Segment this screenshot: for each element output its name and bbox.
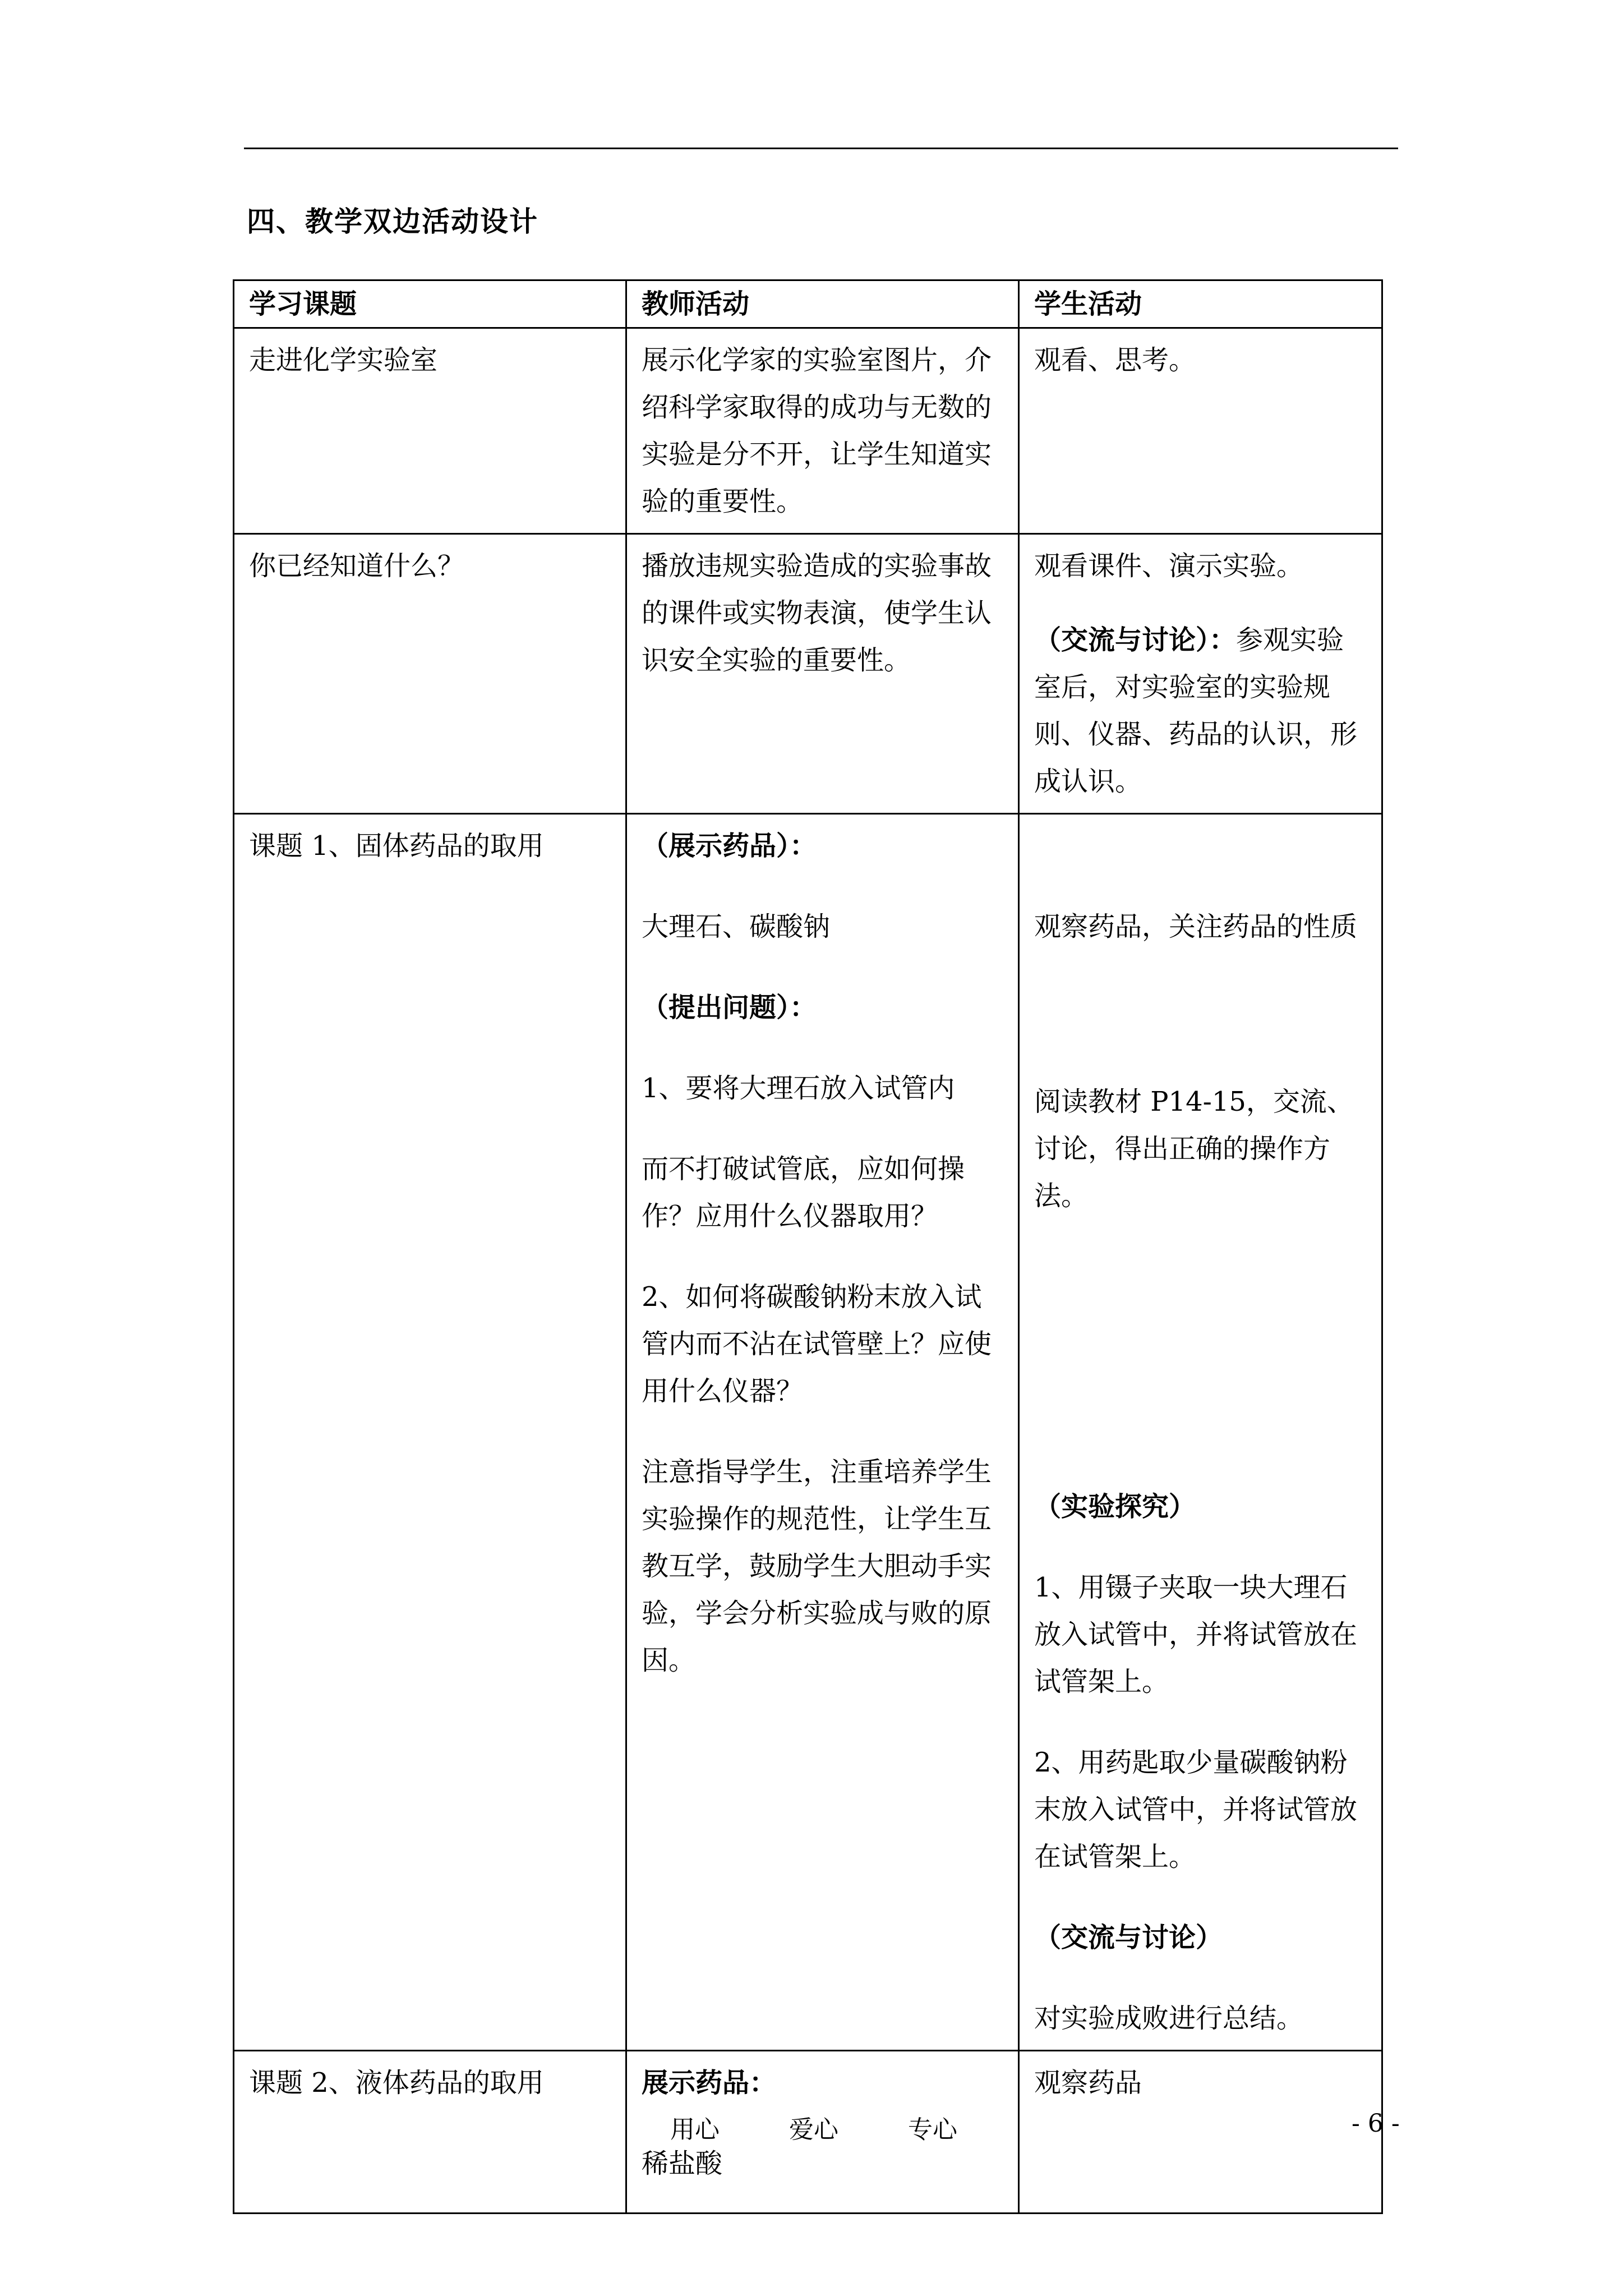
student-cell — [1019, 2051, 1382, 2214]
student-cell — [1019, 328, 1382, 534]
table-header-row — [234, 280, 1382, 328]
header-topic: 学习课题 — [234, 280, 626, 328]
student-text: 观看、思考。 — [1034, 344, 1196, 376]
teacher-text: 播放违规实验造成的实验事故的课件或实物表演，使学生认识安全实验的重要性。 — [642, 550, 992, 676]
footer-word: 爱心 — [789, 2115, 838, 2144]
teacher-text: 大理石、碳酸钠 — [642, 911, 831, 942]
teacher-cell — [626, 814, 1019, 2051]
student-heading: （实验探究） — [1034, 1491, 1196, 1522]
teacher-text: 稀盐酸 — [642, 2148, 723, 2179]
teacher-heading: （提出问题）： — [642, 992, 817, 1023]
topic-cell: 课题 1、固体药品的取用 — [234, 814, 626, 2051]
student-text: 对实验成败进行总结。 — [1034, 2003, 1304, 2034]
teacher-text: 注意指导学生，注重培养学生实验操作的规范性，让学生互教互学，鼓励学生大胆动手实验，学会分析实验成与败的原因。 — [642, 1456, 992, 1676]
student-heading: （交流与讨论） — [1034, 1922, 1223, 1953]
topic-cell: 课题 2、液体药品的取用 — [234, 2051, 626, 2214]
student-text: 2、用药匙取少量碳酸钠粉末放入试管中，并将试管放在试管架上。 — [1034, 1747, 1358, 1872]
teacher-text: 2、如何将碳酸钠粉末放入试管内而不沾在试管壁上？应使用什么仪器？ — [642, 1281, 992, 1407]
student-cell — [1019, 814, 1382, 2051]
student-text: 1、用镊子夹取一块大理石放入试管中，并将试管放在试管架上。 — [1034, 1572, 1358, 1697]
table-row — [234, 534, 1382, 814]
student-cell — [1019, 534, 1382, 814]
footer-word: 用心 — [670, 2115, 720, 2144]
header-teacher: 教师活动 — [626, 280, 1019, 328]
student-text: 阅读教材 P14-15，交流、讨论，得出正确的操作方法。 — [1034, 1086, 1354, 1212]
topic-cell: 你已经知道什么？ — [234, 534, 626, 814]
student-text: 观察药品 — [1034, 2067, 1142, 2099]
discussion-label: （交流与讨论）： — [1034, 624, 1237, 656]
teacher-cell — [626, 534, 1019, 814]
discussion-text: 参观实验室后，对实验室的实验规则、仪器、药品的认识，形成认识。 — [1034, 624, 1358, 797]
teacher-heading: （展示药品）： — [642, 830, 817, 862]
teacher-heading: 展示药品： — [642, 2067, 777, 2099]
teacher-text: 1、要将大理石放入试管内 — [642, 1073, 955, 1104]
section-title: 四、教学双边活动设计 — [247, 205, 538, 238]
teacher-text: 而不打破试管底，应如何操作？应用什么仪器取用？ — [642, 1153, 965, 1232]
student-text: 观察药品，关注药品的性质 — [1034, 911, 1358, 942]
activity-table — [233, 279, 1383, 2214]
page-number: - 6 - — [1352, 2109, 1400, 2138]
header-student: 学生活动 — [1019, 280, 1382, 328]
table-row — [234, 814, 1382, 2051]
table-row — [234, 328, 1382, 534]
student-text: 观看课件、演示实验。 — [1034, 550, 1304, 582]
student-discussion — [1034, 616, 1368, 805]
teacher-cell — [626, 328, 1019, 534]
teacher-text: 展示化学家的实验室图片，介绍科学家取得的成功与无数的实验是分不开，让学生知道实验的重要性。 — [642, 344, 992, 517]
footer-word: 专心 — [908, 2115, 957, 2144]
footer-motto — [670, 2109, 1019, 2145]
header-rule — [244, 148, 1398, 149]
topic-cell: 走进化学实验室 — [234, 328, 626, 534]
